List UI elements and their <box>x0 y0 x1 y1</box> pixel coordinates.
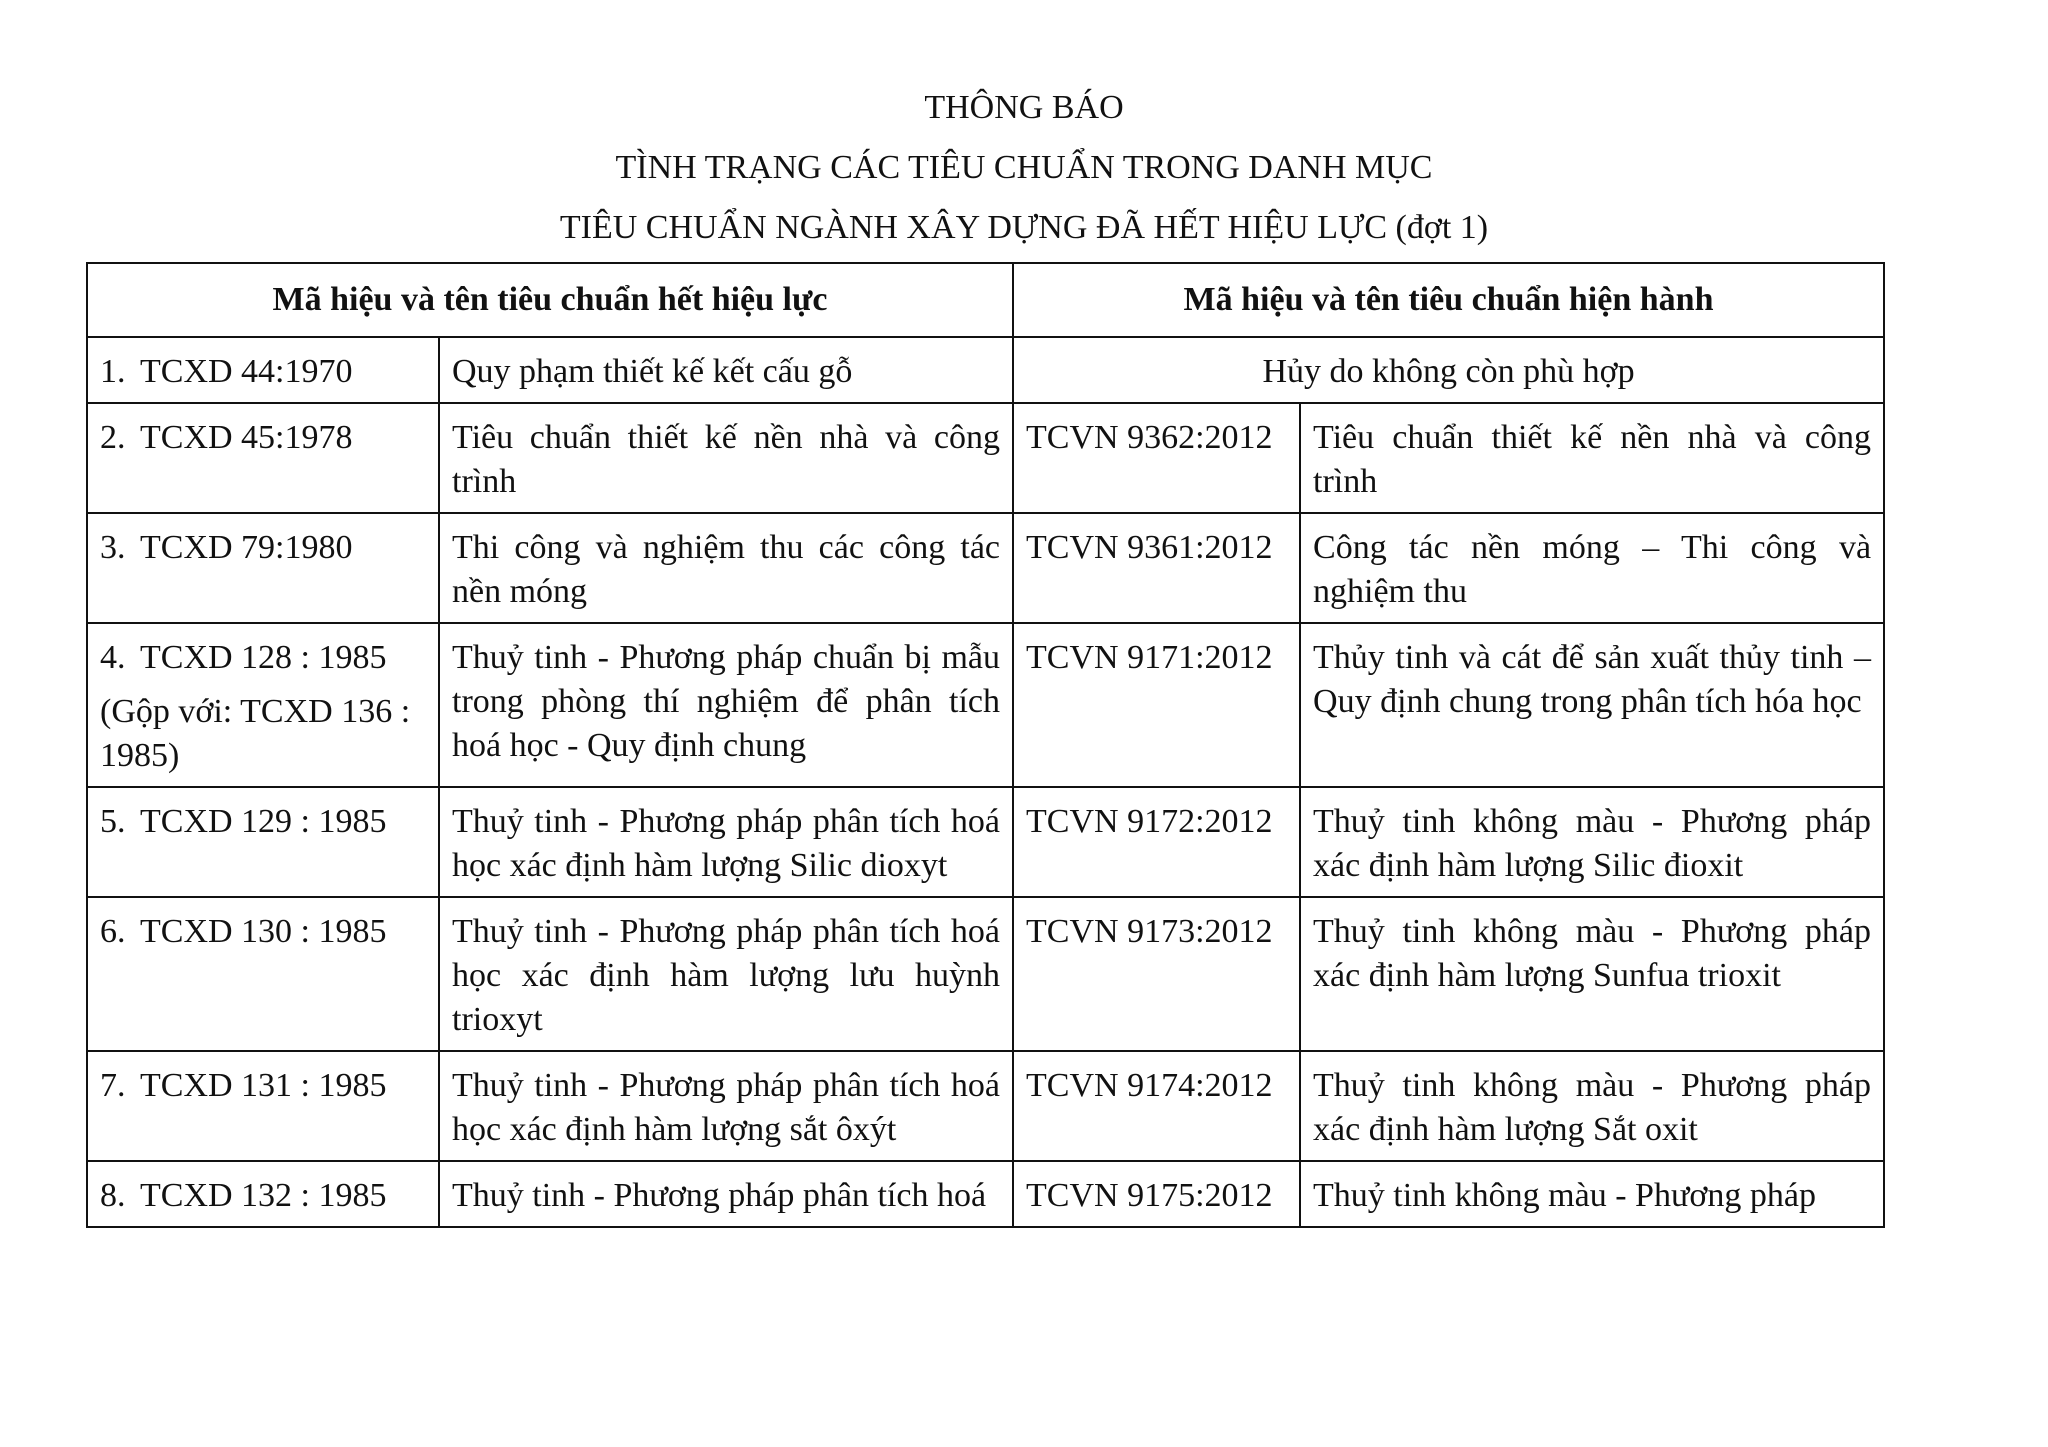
header-current: Mã hiệu và tên tiêu chuẩn hiện hành <box>1013 263 1884 337</box>
table-row <box>87 403 1884 513</box>
table-row <box>87 897 1884 1051</box>
new-code-cell: TCVN 9171:2012 <box>1013 623 1300 787</box>
new-name-cell: Thuỷ tinh không màu - Phương pháp xác định hàm lượng Silic đioxit <box>1300 787 1884 897</box>
doc-subtitle-1: TÌNH TRẠNG CÁC TIÊU CHUẨN TRONG DANH MỤC <box>615 149 1433 186</box>
old-name-cell: Thuỷ tinh - Phương pháp phân tích hoá học xác định hàm lượng sắt ôxýt <box>439 1051 1013 1161</box>
new-name-cell: Thuỷ tinh không màu - Phương pháp xác định hàm lượng Sắt oxit <box>1300 1051 1884 1161</box>
table-row <box>87 787 1884 897</box>
doc-title: THÔNG BÁO <box>924 89 1124 126</box>
status-cell: Hủy do không còn phù hợp <box>1013 337 1884 403</box>
header-expired: Mã hiệu và tên tiêu chuẩn hết hiệu lực <box>87 263 1013 337</box>
new-name-cell: Thuỷ tinh không màu - Phương pháp xác định hàm lượng Sunfua trioxit <box>1300 897 1884 1051</box>
new-code-cell: TCVN 9362:2012 <box>1013 403 1300 513</box>
old-code-cell <box>87 1051 439 1161</box>
old-code: TCXD 130 : 1985 <box>140 913 387 950</box>
new-code-cell: TCVN 9173:2012 <box>1013 897 1300 1051</box>
old-code: TCXD 129 : 1985 <box>140 803 387 840</box>
row-number: 7. <box>100 1067 126 1104</box>
old-code: TCXD 79:1980 <box>140 529 353 566</box>
new-name-cell: Thuỷ tinh không màu - Phương pháp <box>1300 1161 1884 1227</box>
row-number: 5. <box>100 803 126 840</box>
new-code-cell: TCVN 9361:2012 <box>1013 513 1300 623</box>
doc-subtitle-2: TIÊU CHUẨN NGÀNH XÂY DỰNG ĐÃ HẾT HIỆU LỰC (đợt 1) <box>559 209 1489 246</box>
new-code-cell: TCVN 9174:2012 <box>1013 1051 1300 1161</box>
old-code: TCXD 131 : 1985 <box>140 1067 387 1104</box>
new-code-cell: TCVN 9175:2012 <box>1013 1161 1300 1227</box>
old-code-cell <box>87 623 439 787</box>
row-number: 6. <box>100 913 126 950</box>
old-code-cell <box>87 403 439 513</box>
table-row <box>87 623 1884 787</box>
row-number: 2. <box>100 419 126 456</box>
table-header-row <box>87 263 1884 337</box>
old-name-cell: Quy phạm thiết kế kết cấu gỗ <box>439 337 1013 403</box>
old-code: TCXD 128 : 1985 <box>140 639 387 676</box>
merge-note: (Gộp với: TCXD 136 : 1985) <box>100 693 411 774</box>
old-code-cell <box>87 513 439 623</box>
new-code-cell: TCVN 9172:2012 <box>1013 787 1300 897</box>
old-code-cell <box>87 337 439 403</box>
row-number: 1. <box>100 353 126 390</box>
old-name-cell: Tiêu chuẩn thiết kế nền nhà và công trình <box>439 403 1013 513</box>
table-row <box>87 513 1884 623</box>
old-name-cell: Thuỷ tinh - Phương pháp phân tích hoá học xác định hàm lượng lưu huỳnh trioxyt <box>439 897 1013 1051</box>
old-name-cell: Thi công và nghiệm thu các công tác nền móng <box>439 513 1013 623</box>
new-name-cell: Công tác nền móng – Thi công và nghiệm thu <box>1300 513 1884 623</box>
old-code: TCXD 44:1970 <box>140 353 353 390</box>
old-code-cell <box>87 1161 439 1227</box>
old-code: TCXD 45:1978 <box>140 419 353 456</box>
old-name-cell: Thuỷ tinh - Phương pháp phân tích hoá học xác định hàm lượng Silic dioxyt <box>439 787 1013 897</box>
old-code-cell <box>87 787 439 897</box>
row-number: 8. <box>100 1177 126 1214</box>
old-name-cell: Thuỷ tinh - Phương pháp chuẩn bị mẫu trong phòng thí nghiệm để phân tích hoá học - Quy định chung <box>439 623 1013 787</box>
table-row <box>87 1161 1884 1227</box>
new-name-cell: Tiêu chuẩn thiết kế nền nhà và công trình <box>1300 403 1884 513</box>
old-code-cell <box>87 897 439 1051</box>
table-row <box>87 1051 1884 1161</box>
table-row <box>87 337 1884 403</box>
row-number: 3. <box>100 529 126 566</box>
standards-table <box>86 262 1885 1228</box>
row-number: 4. <box>100 639 126 676</box>
new-name-cell: Thủy tinh và cát để sản xuất thủy tinh – Quy định chung trong phân tích hóa học <box>1300 623 1884 787</box>
old-name-cell: Thuỷ tinh - Phương pháp phân tích hoá <box>439 1161 1013 1227</box>
old-code: TCXD 132 : 1985 <box>140 1177 387 1214</box>
